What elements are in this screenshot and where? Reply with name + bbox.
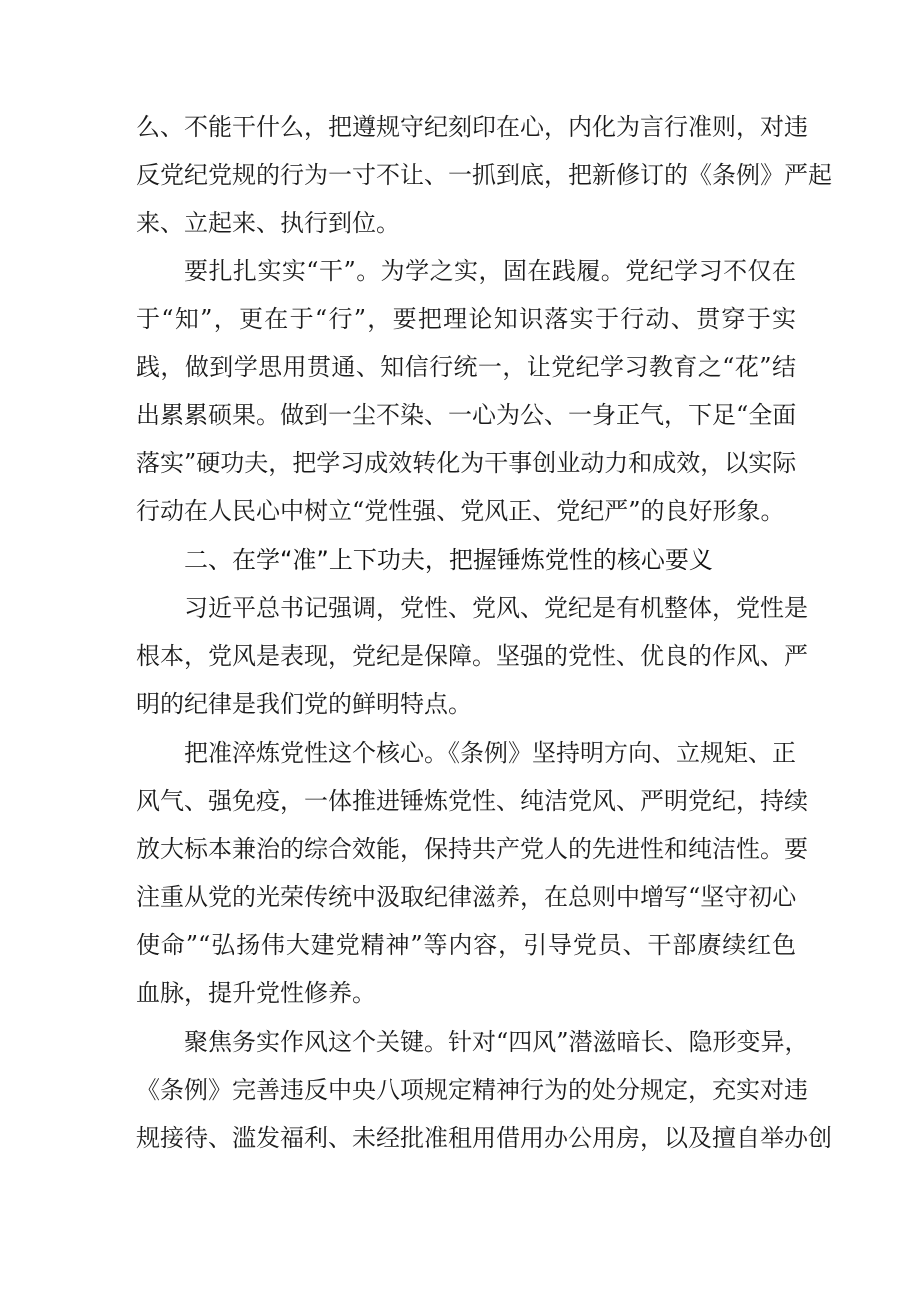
section-heading: 二、在学“准”上下功夫，把握锤炼党性的核心要义 [184, 546, 713, 574]
text-line: 反党纪党规的行为一寸不让、一抓到底，把新修订的《条例》严起 [136, 161, 832, 189]
text-line: 使命”“弘扬伟大建党精神”等内容，引导党员、干部赓续红色 [136, 931, 796, 959]
text-line: 来、立起来、执行到位。 [136, 209, 400, 237]
text-line: 放大标本兼治的综合效能，保持共产党人的先进性和纯洁性。要 [136, 835, 808, 863]
text-line: 行动在人民心中树立“党性强、党风正、党纪严”的良好形象。 [136, 497, 785, 525]
text-line: 风气、强免疫，一体推进锤炼党性、纯洁党风、严明党纪，持续 [136, 787, 808, 815]
text-line: 出累累硕果。做到一尘不染、一心为公、一身正气，下足“全面 [136, 401, 797, 429]
paragraph-first-line: 要扎扎实实“干”。为学之实，固在践履。党纪学习不仅在 [184, 257, 796, 285]
text-line: 注重从党的光荣传统中汲取纪律滋养，在总则中增写“坚守初心 [136, 883, 797, 911]
text-line: 落实”硬功夫，把学习成效转化为干事创业动力和成效，以实际 [136, 449, 797, 477]
text-line: 血脉，提升党性修养。 [136, 979, 376, 1007]
text-line: 《条例》完善违反中央八项规定精神行为的处分规定，充实对违 [136, 1076, 808, 1104]
text-line: 于“知”，更在于“行”，要把理论知识落实于行动、贯穿于实 [136, 305, 796, 333]
paragraph-first-line: 习近平总书记强调，党性、党风、党纪是有机整体，党性是 [184, 594, 808, 622]
paragraph-first-line: 把准淬炼党性这个核心。《条例》坚持明方向、立规矩、正 [184, 739, 796, 767]
text-line: 明的纪律是我们党的鲜明特点。 [136, 690, 472, 718]
text-line: 践，做到学思用贯通、知信行统一，让党纪学习教育之“花”结 [136, 353, 796, 381]
text-line: 根本，党风是表现，党纪是保障。坚强的党性、优良的作风、严 [136, 642, 808, 670]
text-line: 么、不能干什么，把遵规守纪刻印在心，内化为言行准则，对违 [136, 113, 808, 141]
text-line: 规接待、滥发福利、未经批准租用借用办公用房，以及擅自举办创 [136, 1124, 832, 1152]
paragraph-first-line: 聚焦务实作风这个关键。针对“四风”潜滋暗长、隐形变异， [184, 1028, 809, 1056]
